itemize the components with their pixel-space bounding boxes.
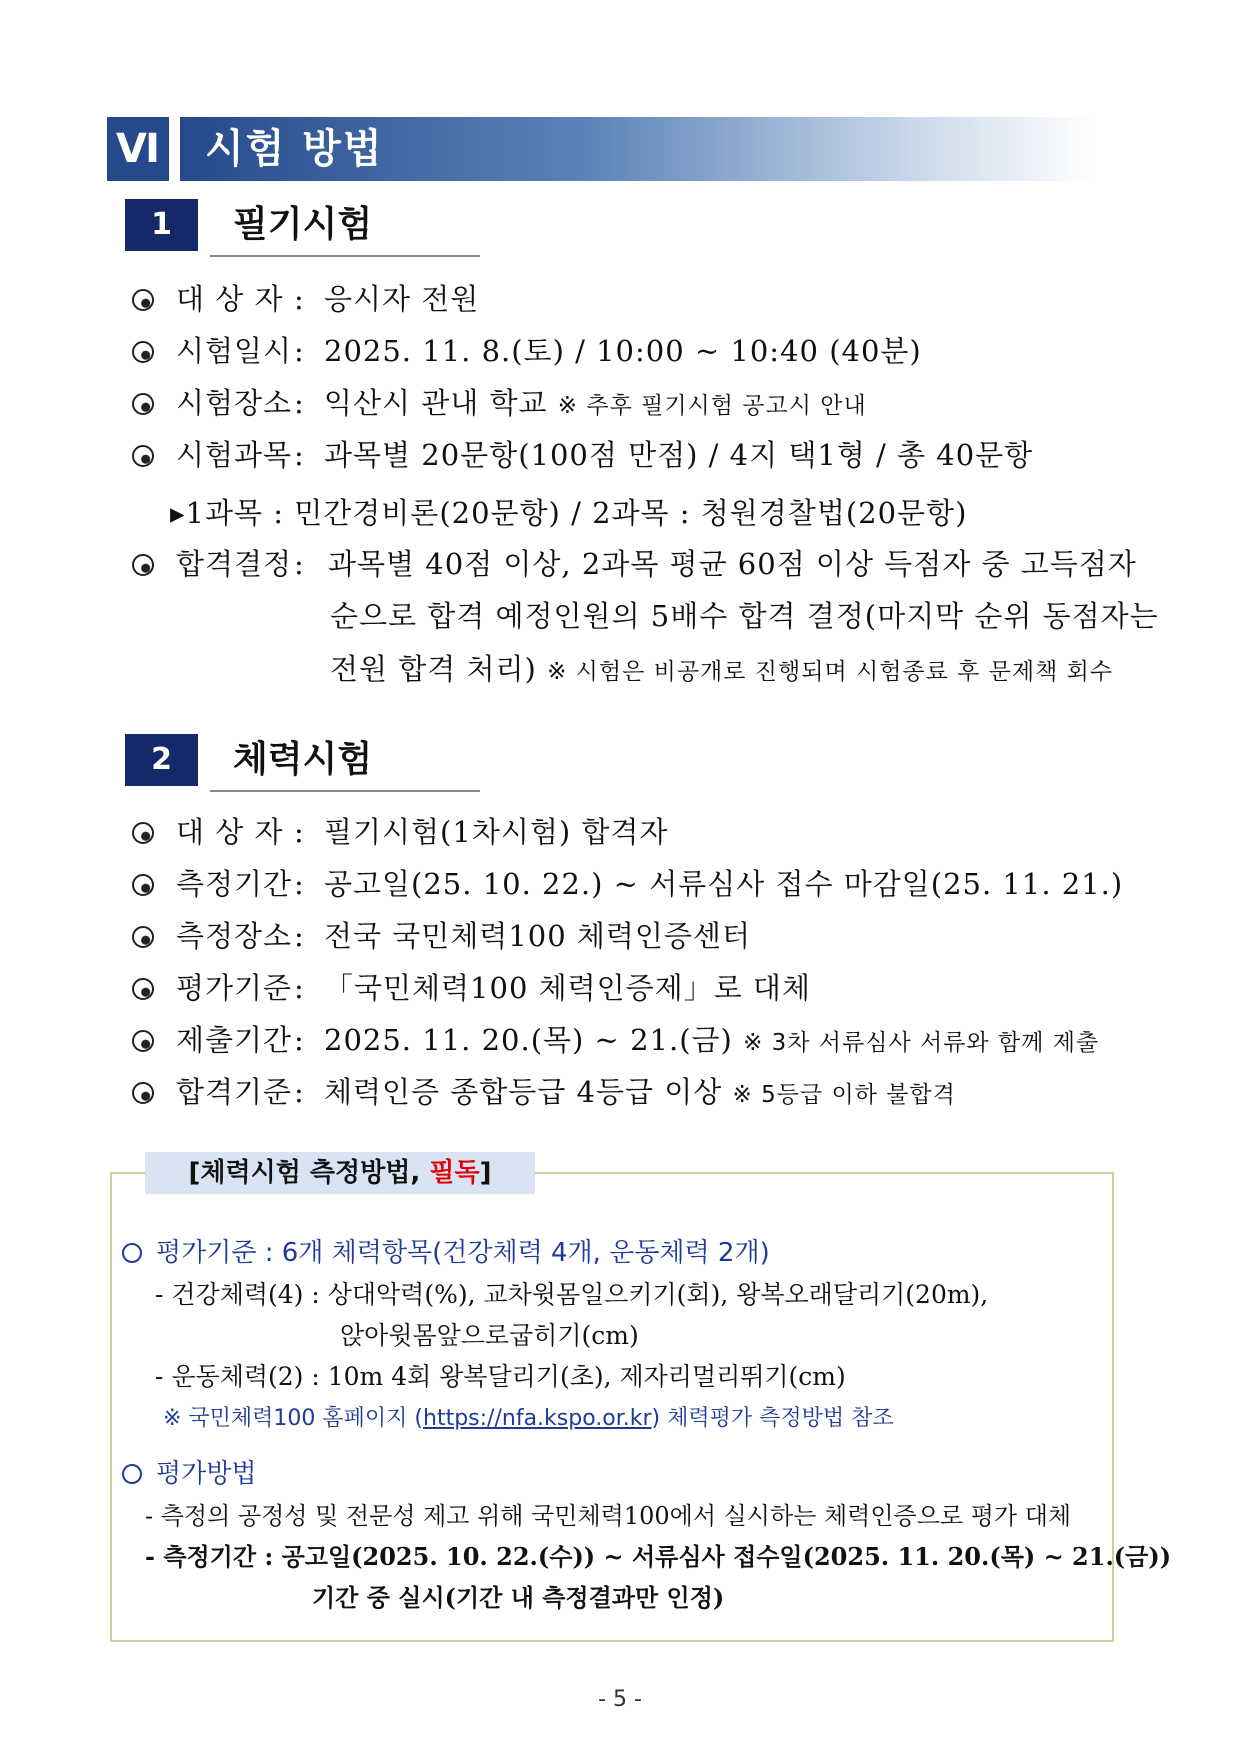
method-line-2: - 측정기간 : 공고일(2025. 10. 22.(수)) ~ 서류심사 접수일(2025. 11. 20.(목) ~ 21.(금)) [145,1542,1172,1571]
box-tag-suffix: ] [479,1158,492,1188]
reference-note [163,1401,894,1432]
item-label: 측정장소 [176,919,293,953]
item-value-wrap [324,1020,1099,1063]
item-label: 합격결정 [176,547,293,581]
ref-prefix: ※ 국민체력100 홈페이지 ( [163,1406,424,1431]
bullet-icon [132,1030,154,1052]
item-value: 필기시험(1차시험) 합격자 [324,815,669,849]
section-2-underline [210,790,480,792]
item-label: 대 상 자 [176,282,284,316]
item-value: 2025. 11. 20.(목) ~ 21.(금) [324,1023,733,1057]
criteria-heading [122,1232,770,1269]
box-tag [145,1152,535,1194]
item-value-wrap [324,1072,956,1115]
item-note: ※ 추후 필기시험 공고시 안내 [557,393,867,419]
chapter-number: Ⅵ [107,117,169,181]
box-tag-prefix: [체력시험 측정방법, [188,1158,430,1188]
item-value: 응시자 전원 [324,282,480,316]
item-value: 익산시 관내 학교 [324,386,548,420]
bullet-icon [132,822,154,844]
chapter-title: 시험 방법 [205,126,384,172]
bullet-icon [132,554,154,576]
colon: : [294,282,304,316]
circle-bullet-icon [122,1464,142,1484]
bullet-icon [132,341,154,363]
subject-detail-line: ▸1과목 : 민간경비론(20문항) / 2과목 : 청원경찰법(20문항) [170,496,968,530]
colon: : [294,1023,304,1057]
pass-line-3: 전원 합격 처리) [330,652,537,686]
page-number: - 5 - [598,1687,642,1712]
item-value: 전국 국민체력100 체력인증센터 [324,919,751,953]
colon: : [294,815,304,849]
ref-suffix: ) 체력평가 측정방법 참조 [651,1406,894,1431]
colon: : [294,547,304,581]
method-heading [122,1453,256,1490]
bullet-icon [132,978,154,1000]
item-label: 대 상 자 [176,815,284,849]
bullet-icon [132,874,154,896]
item-value: 2025. 11. 8.(토) / 10:00 ~ 10:40 (40분) [324,334,922,368]
method-line-1: - 측정의 공정성 및 전문성 제고 위해 국민체력100에서 실시하는 체력인증으로 평가 대체 [145,1502,1072,1530]
item-label: 평가기준 [176,971,293,1005]
item-label: 합격기준 [176,1075,293,1109]
item-label: 제출기간 [176,1023,293,1057]
section-2-number: 2 [125,734,198,786]
section-2-title: 체력시험 [233,739,373,780]
colon: : [294,919,304,953]
item-note: ※ 3차 서류심사 서류와 함께 제출 [743,1030,1100,1056]
reference-link[interactable]: https://nfa.kspo.or.kr [423,1406,652,1431]
item-value: 과목별 20문항(100점 만점) / 4지 택1형 / 총 40문항 [324,438,1034,472]
item-value: 「국민체력100 체력인증제」로 대체 [324,971,811,1005]
box-tag-emphasis: 필독 [429,1158,480,1188]
criteria-title: 평가기준 : 6개 체력항목(건강체력 4개, 운동체력 2개) [156,1238,770,1268]
pass-note: ※ 시험은 비공개로 진행되며 시험종료 후 문제책 회수 [547,659,1114,685]
colon: : [294,438,304,472]
item-label: 측정기간 [176,867,293,901]
item-value: 과목별 40점 이상, 2과목 평균 60점 이상 득점자 중 고득점자 [328,547,1137,581]
item-label: 시험장소 [176,386,293,420]
method-line-3: 기간 중 실시(기간 내 측정결과만 인정) [312,1583,725,1612]
item-label: 시험일시 [176,334,293,368]
pass-line-3-wrap [330,649,1113,692]
circle-bullet-icon [122,1243,142,1263]
bullet-icon [132,289,154,311]
item-value: 공고일(25. 10. 22.) ~ 서류심사 접수 마감일(25. 11. 21.) [324,867,1124,901]
colon: : [294,334,304,368]
bullet-icon [132,926,154,948]
item-label: 시험과목 [176,438,293,472]
pass-line-2: 순으로 합격 예정인원의 5배수 합격 결정(마지막 순위 동점자는 [330,599,1159,633]
item-note: ※ 5등급 이하 불합격 [732,1082,956,1108]
method-title: 평가방법 [156,1459,257,1489]
bullet-icon [132,393,154,415]
colon: : [294,386,304,420]
health-line-1: - 건강체력(4) : 상대악력(%), 교차윗몸일으키기(회), 왕복오래달리기(20m), [155,1280,989,1309]
section-1-underline [210,255,480,257]
item-value-wrap [324,383,867,426]
colon: : [294,867,304,901]
section-1-title: 필기시험 [233,204,373,245]
bullet-icon [132,445,154,467]
bullet-icon [132,1082,154,1104]
section-1-number: 1 [125,199,198,251]
colon: : [294,971,304,1005]
item-value: 체력인증 종합등급 4등급 이상 [324,1075,723,1109]
colon: : [294,1075,304,1109]
motor-line: - 운동체력(2) : 10m 4회 왕복달리기(초), 제자리멀리뛰기(cm) [155,1362,846,1391]
health-line-2: 앉아윗몸앞으로굽히기(cm) [340,1321,639,1350]
